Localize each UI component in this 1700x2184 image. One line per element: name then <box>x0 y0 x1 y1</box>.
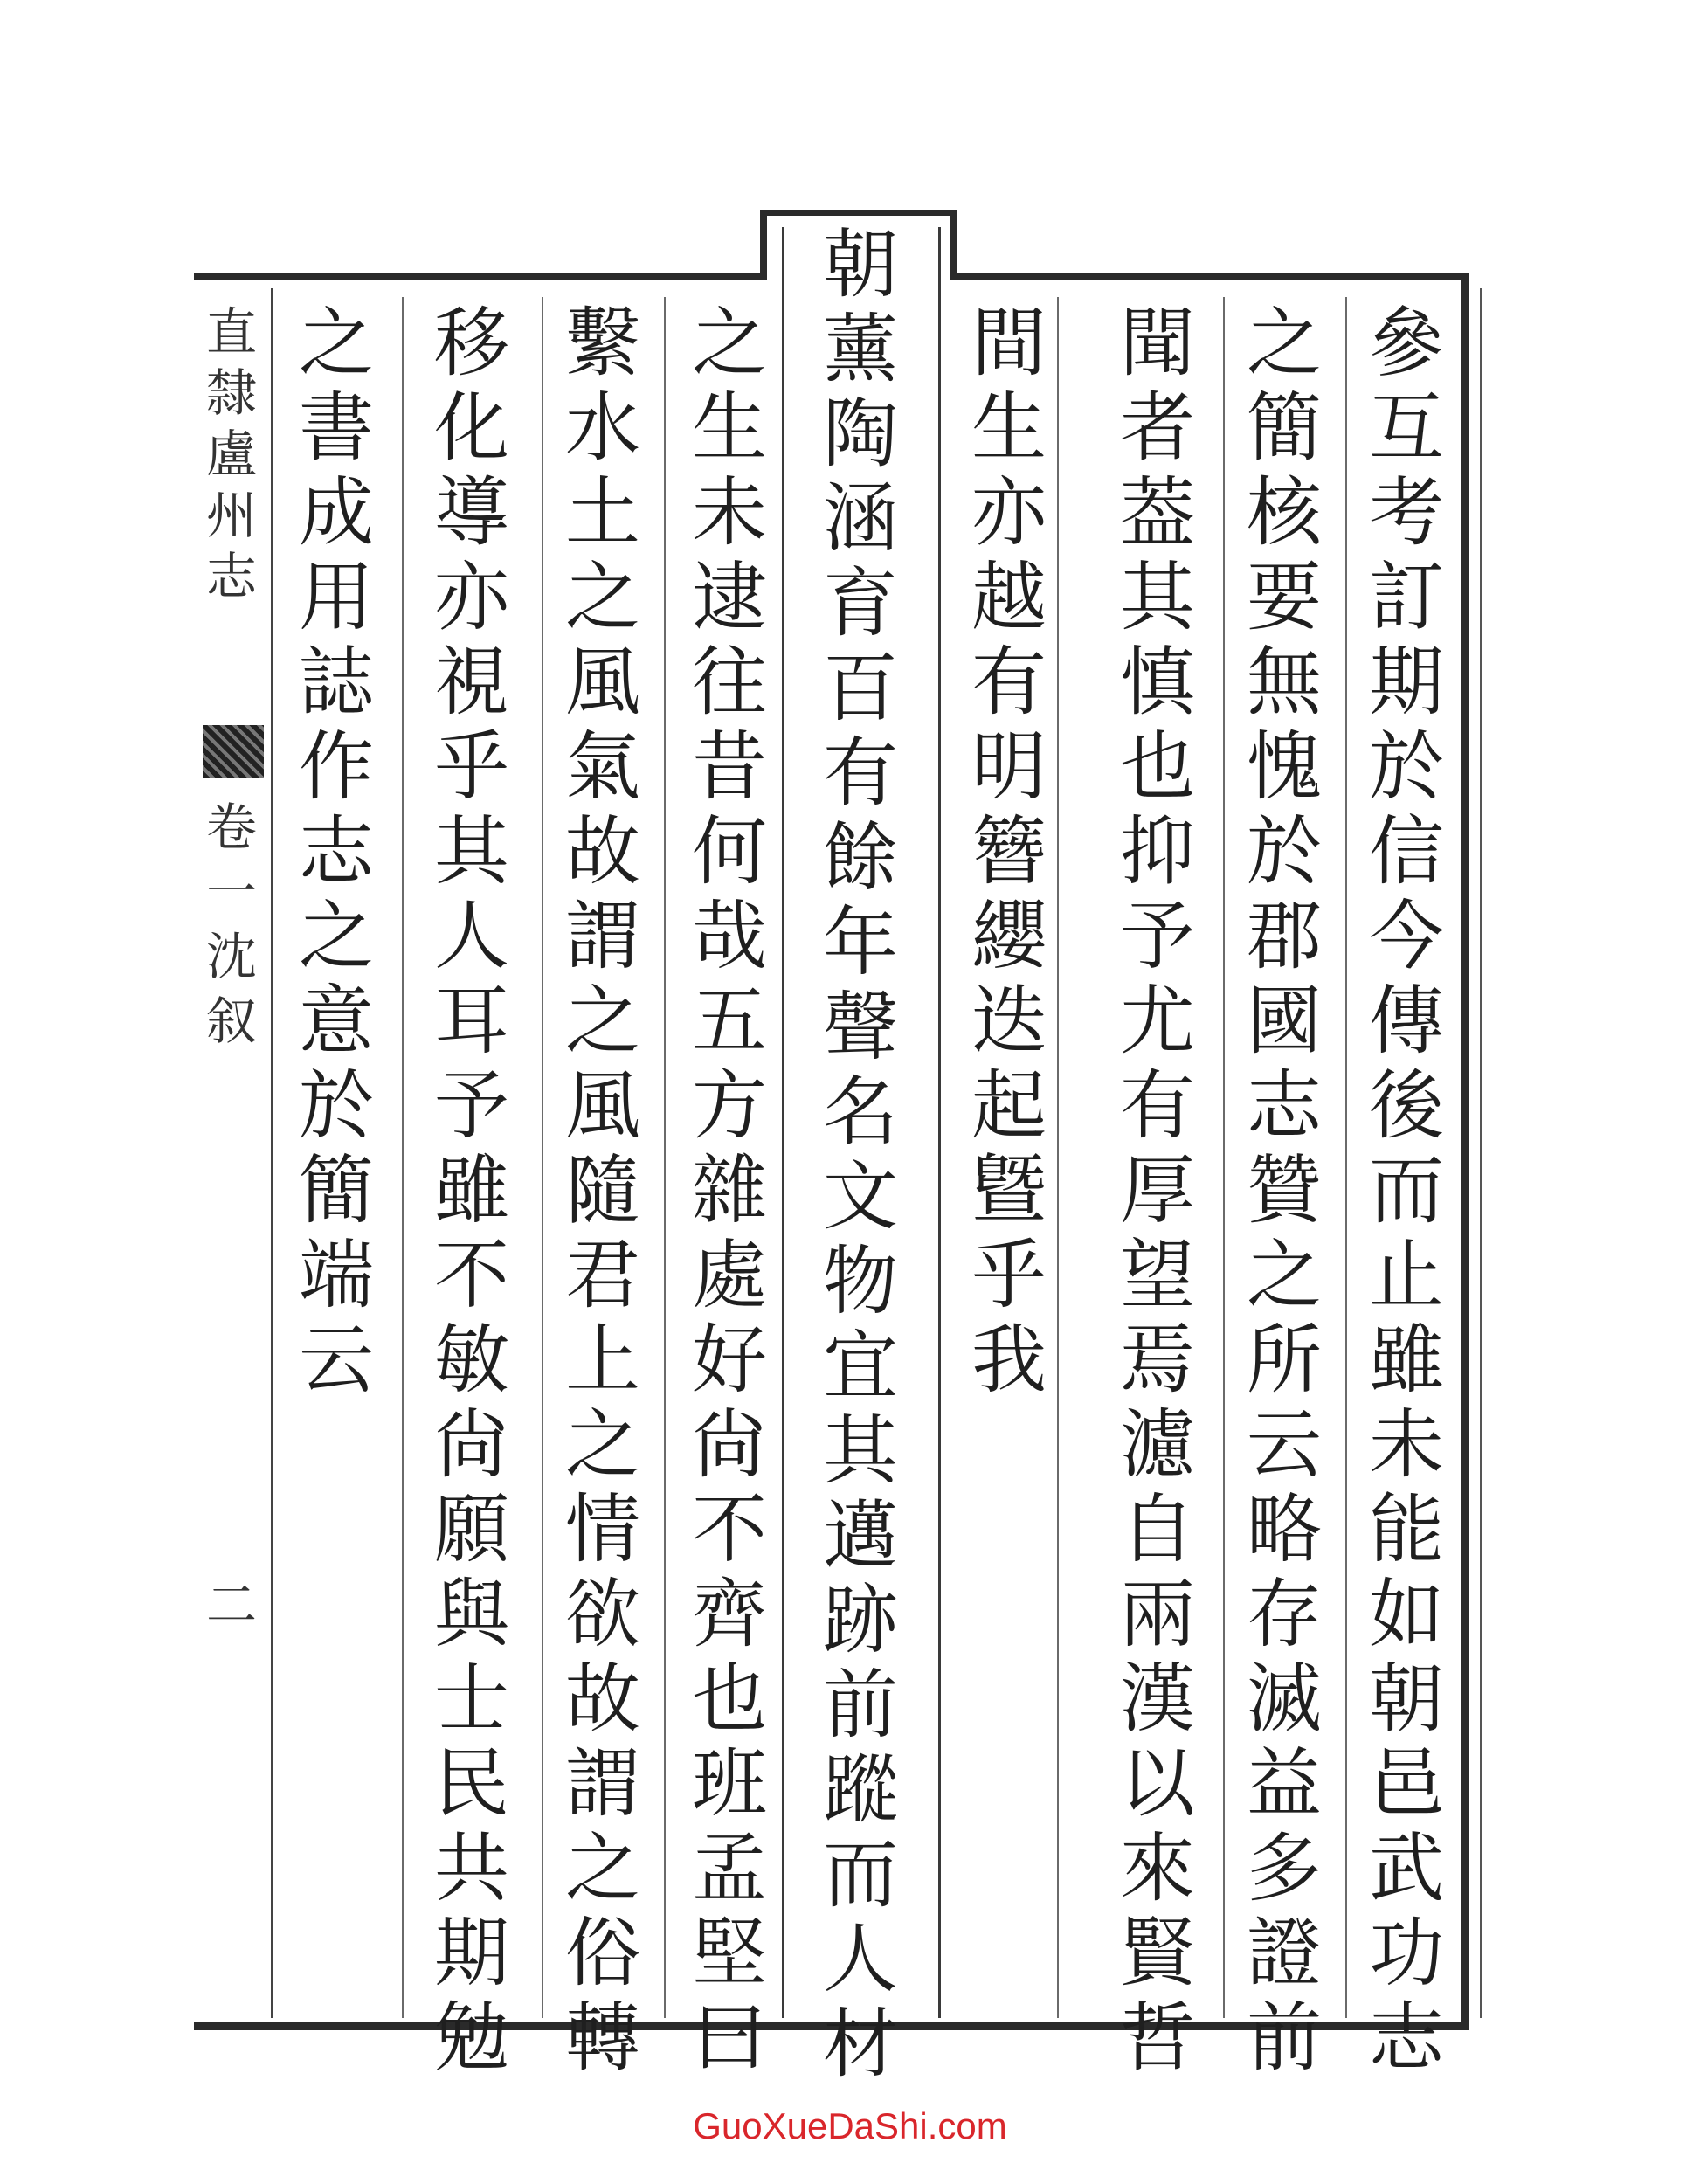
raised-column-tab-top <box>760 210 957 216</box>
text-column-7: 繫水土之風氣故謂之風隨君上之情欲故謂之俗轉 <box>565 300 640 2082</box>
text-column-4: 間生亦越有明簪纓迭起曁乎我 <box>971 300 1047 1404</box>
text-column-6: 之生未逮往昔何哉五方雜處好尙不齊也班孟堅曰 <box>692 300 767 2082</box>
margin-divider <box>271 288 273 2018</box>
frame-right-inner-line <box>1480 288 1482 2018</box>
frame-top-border-right <box>956 273 1468 280</box>
raised-column-tab-left <box>760 210 767 280</box>
frame-top-border-left <box>194 273 762 280</box>
text-column-9: 之書成用誌作志之意於簡端云 <box>299 300 374 1404</box>
margin-page-number: 二 <box>205 1575 257 1635</box>
site-watermark: GuoXueDaShi.com <box>693 2105 1007 2146</box>
column-divider <box>402 297 404 2018</box>
raised-column-line-right <box>938 227 941 2018</box>
column-divider <box>1223 297 1225 2018</box>
margin-section-label: 卷一沈叙 <box>205 798 257 1051</box>
frame-right-border <box>1461 273 1469 2030</box>
text-column-8: 移化導亦視乎其人耳予雖不敏尙願與士民共期勉 <box>434 300 509 2082</box>
text-column-5-raised: 朝薰陶涵育百有餘年聲名文物宜其邁跡前蹤而人材 <box>823 221 898 2088</box>
text-column-2: 之簡核要無愧於郡國志贊之所云略存滅益多證前 <box>1247 300 1322 2082</box>
text-column-1: 參互考訂期於信今傳後而止雖未能如朝邑武功志 <box>1369 300 1444 2082</box>
margin-title: 直隸盧州志 <box>205 302 257 606</box>
margin-seal <box>203 725 264 778</box>
text-column-3: 聞者葢其慎也抑予尤有厚望焉濾自兩漢以來賢哲 <box>1120 300 1195 2082</box>
column-divider <box>1345 297 1347 2018</box>
raised-column-tab-right <box>950 210 957 280</box>
raised-column-line-left <box>782 227 784 2018</box>
column-divider <box>664 297 666 2018</box>
column-divider <box>542 297 543 2018</box>
